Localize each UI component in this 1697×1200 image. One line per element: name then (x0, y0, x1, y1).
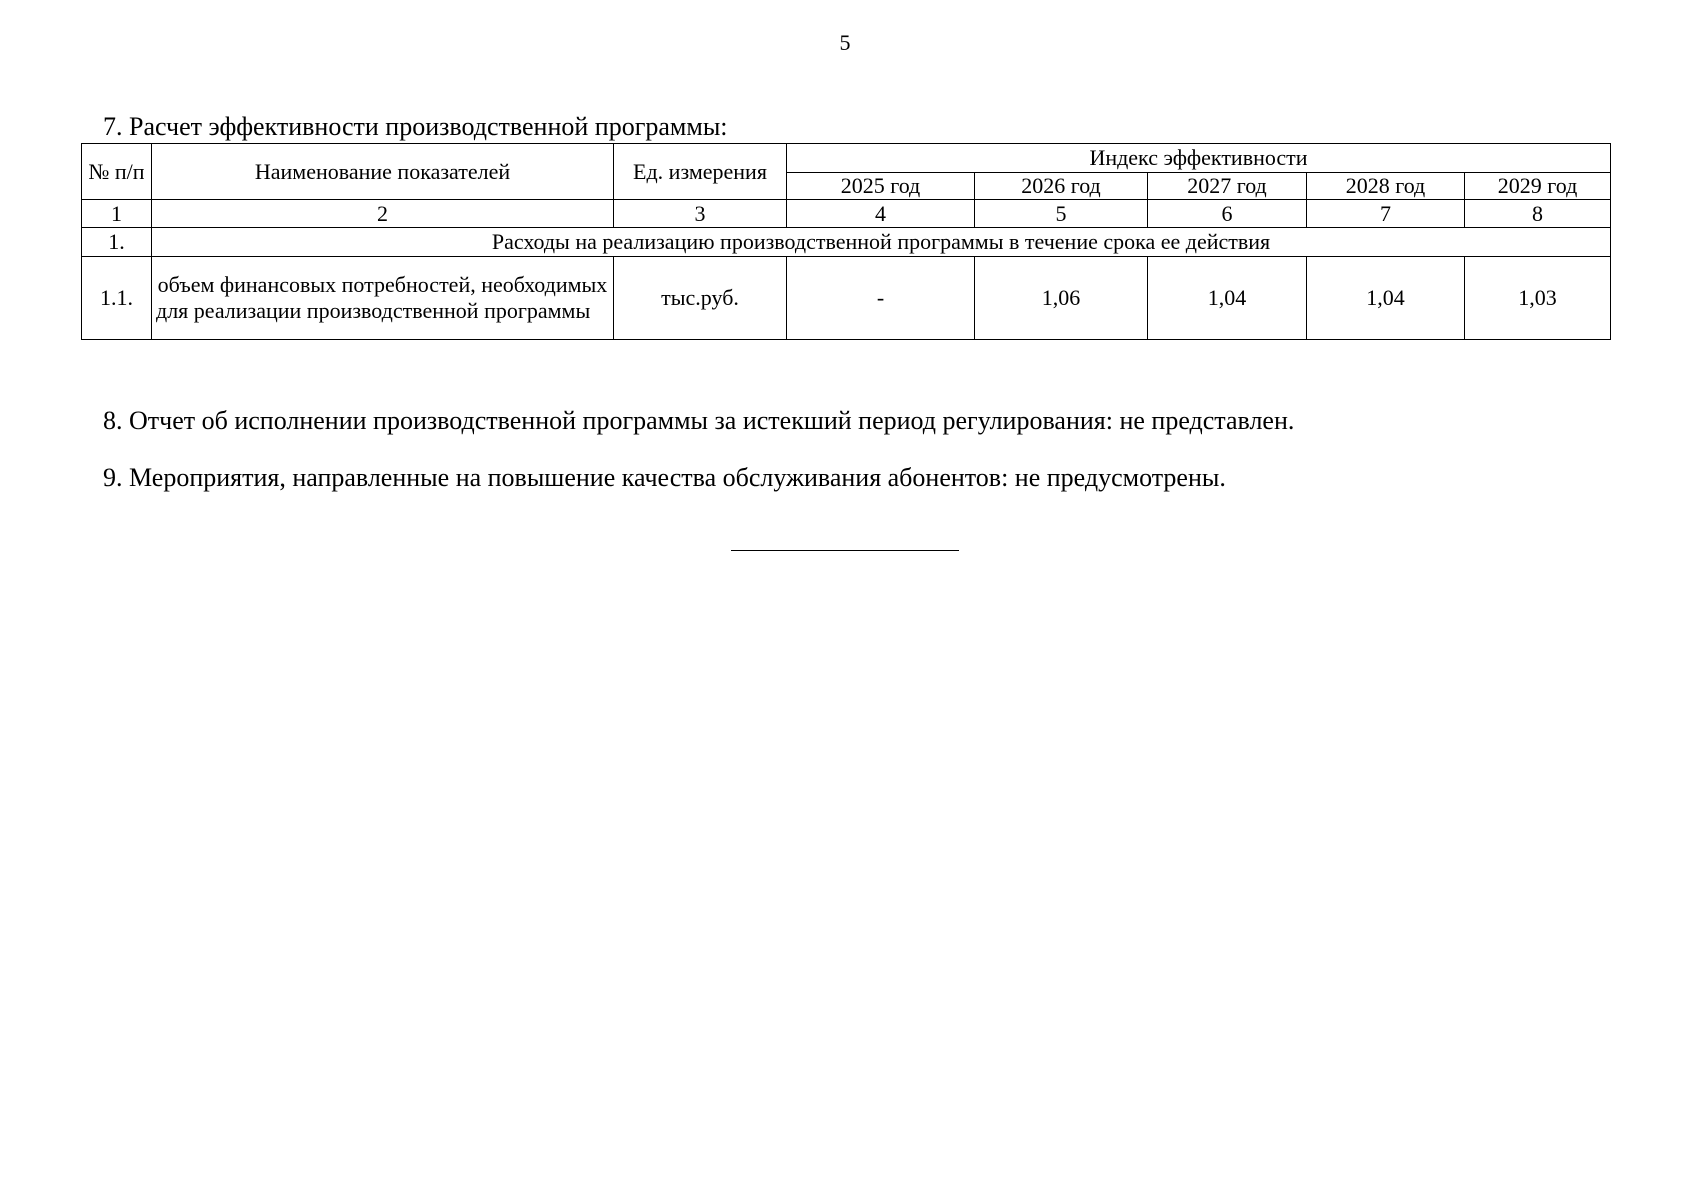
value-cell: - (787, 257, 975, 340)
header-year: 2025 год (787, 173, 975, 200)
section-7-title: 7. Расчет эффективности производственной программы: (103, 112, 728, 141)
column-number: 5 (975, 200, 1148, 228)
page-number: 5 (839, 30, 851, 55)
value-cell: 1,04 (1148, 257, 1307, 340)
group-title: Расходы на реализацию производственной программы в течение срока ее действия (152, 228, 1611, 257)
row-num: 1.1. (82, 257, 152, 340)
header-unit: Ед. измерения (614, 144, 787, 200)
column-number: 3 (614, 200, 787, 228)
header-year: 2027 год (1148, 173, 1307, 200)
table-row (82, 257, 1611, 340)
end-divider (731, 550, 959, 551)
table-row (82, 228, 1611, 257)
table-header-row (82, 144, 1611, 173)
header-year: 2026 год (975, 173, 1148, 200)
value-cell: 1,03 (1465, 257, 1611, 340)
header-year: 2029 год (1465, 173, 1611, 200)
value-cell: 1,06 (975, 257, 1148, 340)
header-index-group: Индекс эффективности (787, 144, 1611, 173)
header-num: № п/п (82, 144, 152, 200)
column-number: 8 (1465, 200, 1611, 228)
section-9-text: 9. Мероприятия, направленные на повышение качества обслуживания абонентов: не предусмотрены. (103, 463, 1226, 492)
header-year: 2028 год (1307, 173, 1465, 200)
column-numbers-row (82, 200, 1611, 228)
column-number: 4 (787, 200, 975, 228)
indicator-name: объем финансовых потребностей, необходимых для реализации производственной программы (152, 257, 614, 340)
indicator-unit: тыс.руб. (614, 257, 787, 340)
row-num: 1. (82, 228, 152, 257)
column-number: 2 (152, 200, 614, 228)
value-cell: 1,04 (1307, 257, 1465, 340)
column-number: 7 (1307, 200, 1465, 228)
efficiency-table (81, 143, 1611, 340)
column-number: 1 (82, 200, 152, 228)
section-8-text: 8. Отчет об исполнении производственной программы за истекший период регулирования: не представлен. (103, 406, 1295, 435)
column-number: 6 (1148, 200, 1307, 228)
header-name: Наименование показателей (152, 144, 614, 200)
